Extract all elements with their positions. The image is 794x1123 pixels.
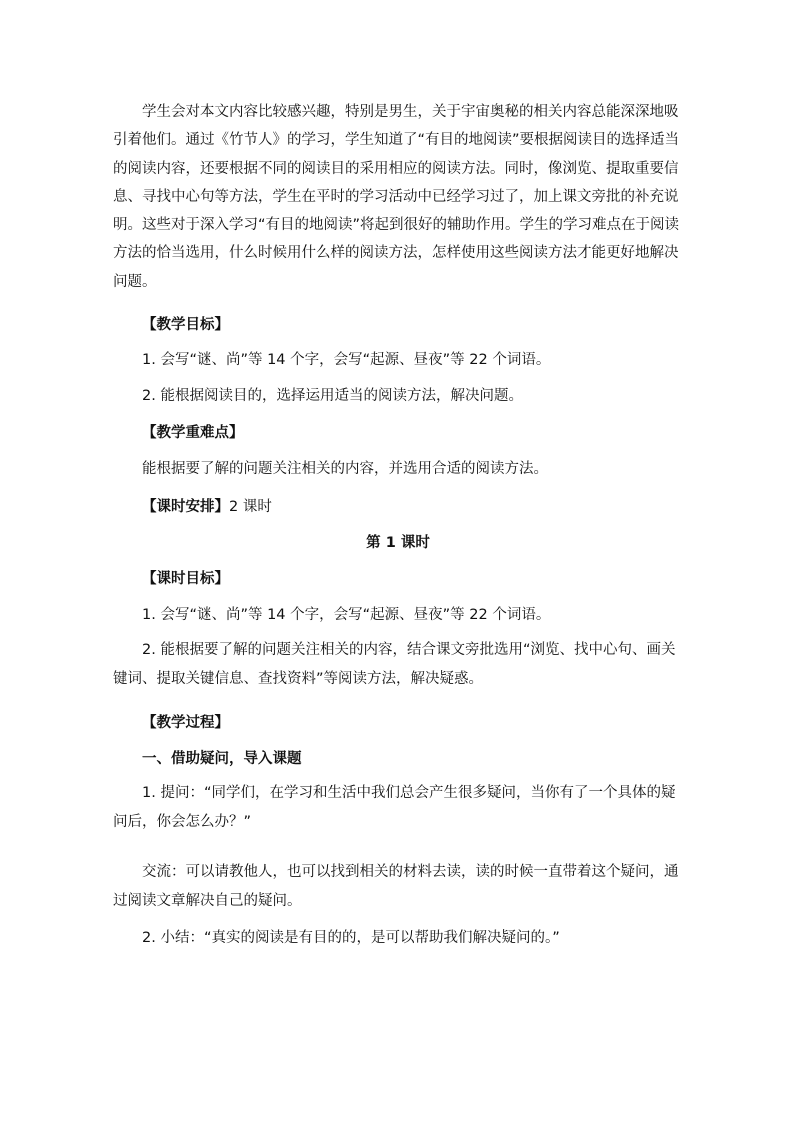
intro-paragraph: 学生会对本文内容比较感兴趣，特别是男生，关于宇宙奥秘的相关内容总能深深地吸引着他们。通过《竹节人》的学习，学生知道了“有目的地阅读”要根据阅读目的选择适当的阅读内容，还要根据不同的阅读目的采用相应的阅读方法。同时，像浏览、提取重要信息、寻找中心句等方法，学生在平时的学习活动中已经学习过了，加上课文旁批的补充说明。这些对于深入学习“有目的地阅读”将起到很好的辅助作用。学生的学习难点在于阅读方法的恰当选用，什么时候用什么样的阅读方法，怎样使用这些阅读方法才能更好地解决问题。 (113, 104, 680, 290)
teaching-goal-item-2: 2. 能根据阅读目的，选择运用适当的阅读方法，解决问题。 (142, 388, 523, 404)
key-difficulties-text: 能根据要了解的问题关注相关的内容，并选用合适的阅读方法。 (142, 461, 548, 477)
process-section1-title: 一、借助疑问，导入课题 (142, 751, 302, 767)
schedule-value: 2 课时 (229, 499, 272, 515)
process-step-2: 2. 小结：“真实的阅读是有目的的，是可以帮助我们解决疑问的。” (142, 930, 560, 946)
schedule-heading: 【课时安排】 (142, 499, 229, 515)
lesson-title: 第 1 课时 (366, 535, 430, 551)
process-step-1: 1. 提问：“同学们，在学习和生活中我们总会产生很多疑问，当你有了一个具体的疑问后，你会怎么办？” (113, 785, 676, 830)
teaching-goals-heading: 【教学目标】 (142, 317, 229, 333)
key-difficulties-heading: 【教学重难点】 (142, 425, 244, 441)
teaching-goal-item-1: 1. 会写“谜、尚”等 14 个字，会写“起源、昼夜”等 22 个词语。 (142, 352, 551, 368)
lesson-goal-item-2: 2. 能根据要了解的问题关注相关的内容，结合课文旁批选用“浏览、找中心句、画关键词、提取关键信息、查找资料”等阅读方法，解决疑惑。 (113, 642, 676, 687)
process-heading: 【教学过程】 (142, 715, 229, 731)
lesson-goal-item-1: 1. 会写“谜、尚”等 14 个字，会写“起源、昼夜”等 22 个词语。 (142, 607, 551, 623)
process-exchange: 交流：可以请教他人，也可以找到相关的材料去读，读的时候一直带着这个疑问，通过阅读文章解决自己的疑问。 (113, 864, 679, 909)
lesson-goals-heading: 【课时目标】 (142, 571, 229, 587)
schedule-line (113, 497, 683, 517)
